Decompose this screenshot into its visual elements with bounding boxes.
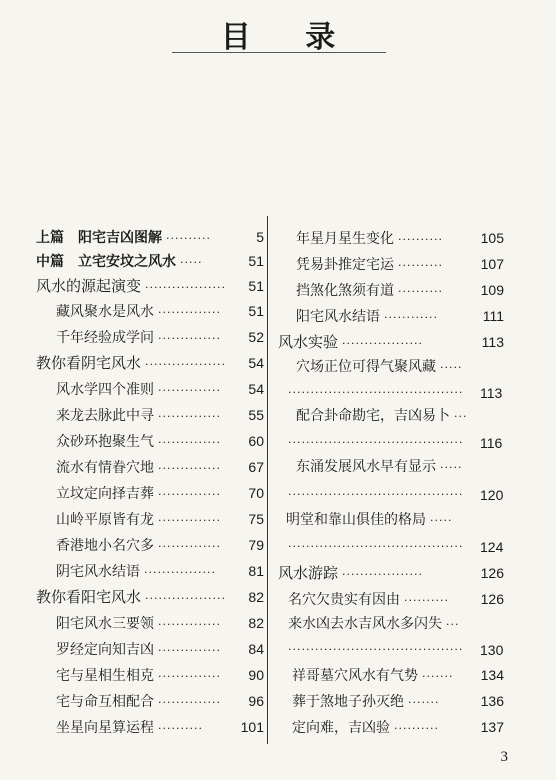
toc-entry-title: 葬于煞地子孙灭绝 [292,694,404,710]
toc-entry-title: 风水的源起演变 [36,277,142,295]
toc-entry-title: 宅与命互相配合 [56,694,154,710]
toc-leader-dots: ·········· [398,285,443,298]
toc-page-number: 51 [248,278,264,294]
toc-entry [296,358,512,377]
toc-entry-title: 配合卦命勘宅，吉凶易卜 [296,408,450,424]
toc-entry [56,432,264,452]
toc-leader-dots: ·················· [145,281,226,294]
toc-entry-title: 挡煞化煞须有道 [296,283,394,299]
toc-entry [296,281,504,301]
toc-leader-dots: ·············· [158,332,221,345]
toc-entry [56,328,264,348]
toc-entry [288,590,504,610]
toc-entry-title: 风水实验 [278,333,339,351]
toc-entry [56,692,264,712]
toc-entry [56,302,264,322]
toc-leader-dots: ··· [446,618,460,631]
toc-leader-dots: ····· [180,256,203,269]
toc-page-number: 124 [480,539,504,555]
toc-page-number: 75 [248,511,264,527]
toc-leader-dots-continued: ······································· [288,643,464,656]
toc-entry [278,333,504,353]
toc-entry-title: 祥哥墓穴风水有气势 [292,668,418,684]
toc-page-number: 130 [480,642,504,658]
toc-page-number: 81 [248,563,264,579]
toc-entry-title: 定向难，吉凶验 [292,720,390,736]
toc-entry [36,277,264,297]
toc-entry [56,484,264,504]
toc-page-number: 5 [256,229,264,245]
toc-entry-title: 上篇 阳宅吉凶图解 [36,230,162,246]
toc-entry [56,380,264,400]
toc-leader-dots: ·············· [158,306,221,319]
page-number: 3 [500,749,508,765]
toc-entry-title: 来龙去脉此中寻 [56,408,154,424]
toc-entry-title: 流水有情眷穴地 [56,460,154,476]
toc-entry-title: 年星月星生变化 [296,231,394,247]
toc-leader-dots-continued: ······································· [288,386,464,399]
toc-leader-dots: ·············· [158,462,221,475]
toc-entry [296,458,512,477]
toc-page-number: 107 [480,256,504,272]
toc-entry-title: 坐星向星算运程 [56,720,154,736]
toc-page-number: 105 [480,230,504,246]
toc-page-number: 113 [481,334,504,350]
toc-page-number: 84 [248,641,264,657]
toc-entry [292,666,504,686]
toc-leader-dots: ······· [422,670,454,683]
toc-leader-dots: ·············· [158,670,221,683]
toc-entry-title: 东涌发展风水早有显示 [296,459,436,475]
toc-leader-dots: ·················· [145,358,226,371]
toc-entry-title: 风水学四个准则 [56,382,154,398]
toc-page-number: 111 [482,308,504,324]
toc-entry [36,252,264,272]
toc-page-number: 116 [480,435,503,451]
toc-entry-title: 名穴欠贵实有因由 [288,592,400,608]
toc-entry-title: 阳宅风水结语 [296,309,380,325]
toc-leader-dots: ·········· [166,232,211,245]
toc-entry-title: 藏风聚水是风水 [56,304,154,320]
toc-entry [56,458,264,478]
toc-page-number: 136 [480,693,504,709]
toc-page-number: 70 [248,485,264,501]
toc-entry-title: 香港地小名穴多 [56,538,154,554]
toc-page-number: 51 [248,303,264,319]
toc-entry-title: 阳宅风水三要领 [56,616,154,632]
page-title: 目 录 [220,20,358,55]
toc-entry-title: 罗经定向知吉凶 [56,642,154,658]
toc-entry-title: 众砂环抱聚生气 [56,434,154,450]
toc-page-number: 79 [248,537,264,553]
toc-page-number: 60 [248,433,264,449]
toc-entry-title: 阴宅风水结语 [56,564,140,580]
toc-leader-dots: ·················· [342,337,423,350]
toc-leader-dots: ·················· [342,568,423,581]
toc-leader-dots: ·············· [158,436,221,449]
toc-page-number: 101 [240,719,264,735]
toc-entry [286,511,512,530]
toc-entry-title: 山岭平原皆有龙 [56,512,154,528]
toc-entry [56,614,264,634]
toc-leader-dots: ·············· [158,514,221,527]
toc-leader-dots: ················ [144,566,216,579]
toc-entry-title: 风水游踪 [278,564,339,582]
toc-entry [296,229,504,249]
toc-entry [36,588,264,608]
toc-entry [296,255,504,275]
toc-leader-dots: ·········· [398,259,443,272]
toc-leader-dots: ·············· [158,488,221,501]
toc-entry [56,536,264,556]
toc-entry [36,354,264,374]
toc-entry [56,666,264,686]
toc-entry-title: 教你看阳宅风水 [36,588,142,606]
toc-leader-dots: ····· [440,461,463,474]
toc-entry [278,564,504,584]
toc-leader-dots: ·············· [158,618,221,631]
toc-page-number: 82 [248,615,264,631]
toc-leader-dots: ············ [384,311,438,324]
toc-entry [56,406,264,426]
toc-entry-title: 千年经验成学问 [56,330,154,346]
toc-leader-dots: ·········· [158,722,203,735]
toc-entry-title: 宅与星相生相克 [56,668,154,684]
toc-entry [292,692,504,712]
toc-leader-dots: ·············· [158,696,221,709]
toc-page-number: 137 [480,719,504,735]
toc-leader-dots: ·········· [398,233,443,246]
toc-entry-title: 教你看阴宅风水 [36,354,142,372]
toc-entry-title: 立坟定向择吉葬 [56,486,154,502]
toc-page-number: 67 [248,459,264,475]
toc-entry-title: 穴场正位可得气聚风藏 [296,359,436,375]
toc-leader-dots: ····· [440,361,463,374]
toc-leader-dots: ·············· [158,540,221,553]
toc-entry [56,562,264,582]
toc-page-number: 82 [248,589,264,605]
title-underline [172,52,386,53]
toc-page-number: 52 [248,329,264,345]
toc-leader-dots: ····· [430,514,453,527]
toc-leader-dots: ··· [454,410,468,423]
toc-page-number: 126 [480,591,504,607]
toc-page-number: 96 [248,693,264,709]
toc-entry-title: 来水凶去水吉风水多闪失 [288,616,442,632]
toc-leader-dots: ·············· [158,384,221,397]
toc-page-number: 120 [480,487,504,503]
toc-page-number: 90 [248,667,264,683]
toc-leader-dots: ·············· [158,644,221,657]
toc-page-number: 126 [480,565,504,581]
toc-leader-dots: ·············· [158,410,221,423]
toc-entry [288,615,512,634]
toc-leader-dots: ·················· [145,592,226,605]
toc-entry [36,228,264,248]
toc-entry [292,718,504,738]
toc-entry [296,307,504,327]
toc-leader-dots-continued: ······································· [288,540,464,553]
toc-entry-title: 凭易卦推定宅运 [296,257,394,273]
toc-page-number: 54 [248,355,264,371]
toc-page-number: 109 [480,282,504,298]
toc-leader-dots-continued: ······································· [288,436,464,449]
toc-page-number: 51 [248,253,264,269]
toc-entry [56,718,264,738]
toc-leader-dots: ·········· [404,594,449,607]
toc-entry-title: 中篇 立宅安坟之风水 [36,254,176,270]
toc-entry-title: 明堂和靠山俱佳的格局 [286,512,426,528]
toc-entry [296,407,512,426]
toc-page-number: 113 [480,385,503,401]
toc-page-number: 134 [480,667,504,683]
toc-page-number: 55 [248,407,264,423]
toc-entry [56,510,264,530]
toc-leader-dots-continued: ······································· [288,488,464,501]
column-divider [267,216,268,744]
toc-leader-dots: ······· [408,696,440,709]
toc-leader-dots: ·········· [394,722,439,735]
toc-entry [56,640,264,660]
toc-page-number: 54 [248,381,264,397]
